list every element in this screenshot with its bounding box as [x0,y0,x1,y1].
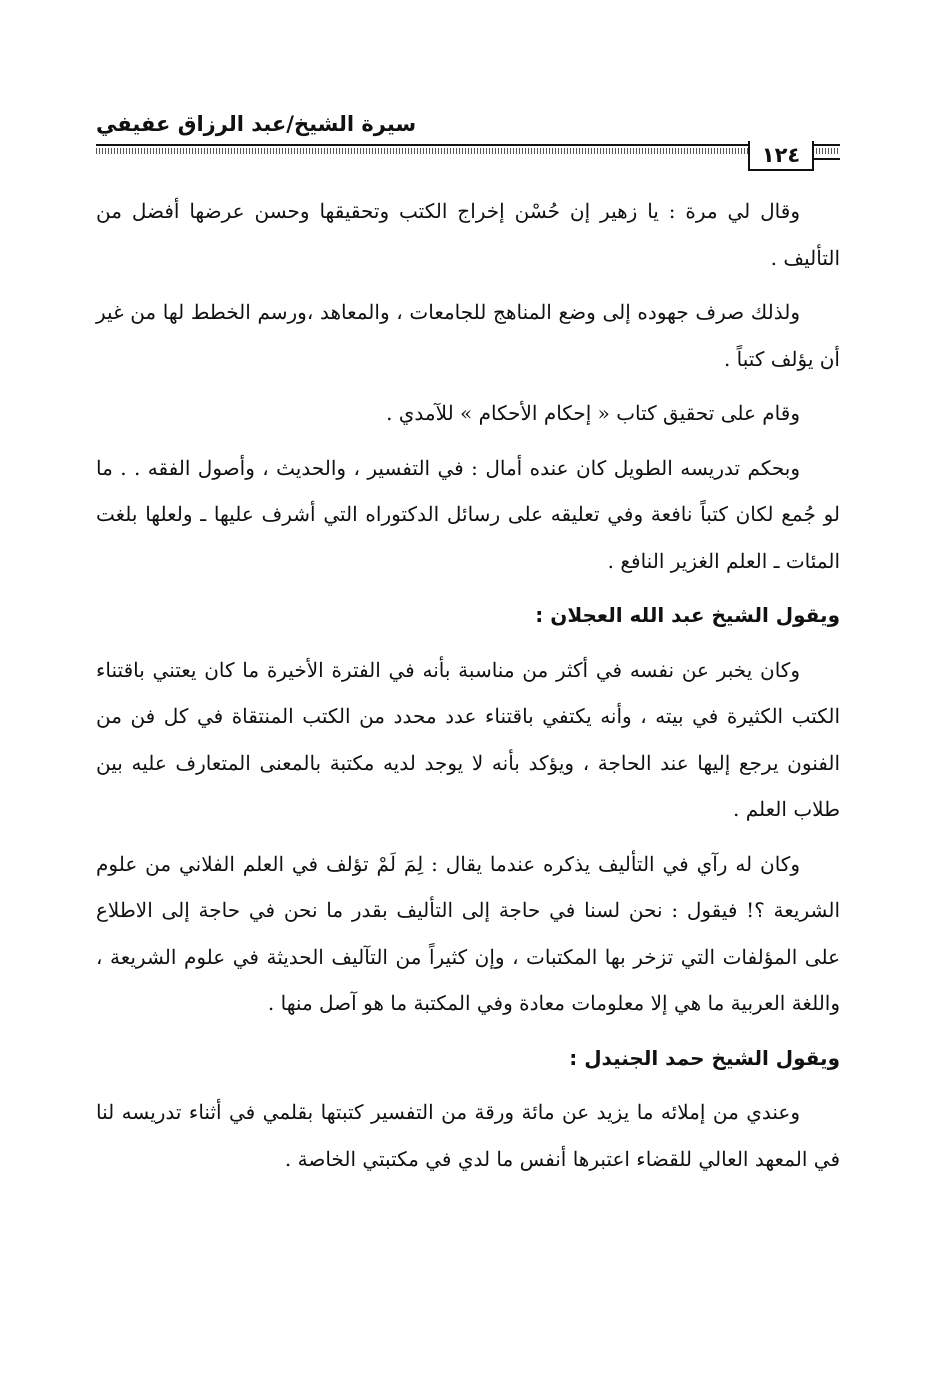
page-number: ١٢٤ [748,141,814,171]
paragraph: ولذلك صرف جهوده إلى وضع المناهج للجامعات ، والمعاهد ،ورسم الخطط لها من غير أن يؤلف كتباً . [96,300,840,371]
paragraph: وبحكم تدريسه الطويل كان عنده أمال : في التفسير ، والحديث ، وأصول الفقه . . ما لو جُمع لكان كتباً نافعة وفي تعليقه على رسائل الدكتوراه التي أشرف عليها ـ ولعلها بلغت المئات ـ العلم الغزير النافع . [96,455,840,573]
header-rule-tick [814,158,840,160]
paragraph: وكان له رآي في التأليف يذكره عندما يقال : لِمَ لَمْ تؤلف في العلم الفلاني من علوم الشريعة ؟! فيقول : نحن لسنا في حاجة إلى التأليف بقدر ما نحن في حاجة إلى الاطلاع على المؤلفات التي تزخر بها المكتبات ، وإن كثيراً من التآليف الحديثة في علوم الشريعة ، واللغة العربية ما هي إلا معلومات معادة وفي المكتبة ما هو آصل منها . [96,851,840,1015]
running-title: سيرة الشيخ/عبد الرزاق عفيفي [96,112,417,136]
header-rule-stripe [96,148,840,154]
section-heading: ويقول الشيخ عبد الله العجلان : [535,603,840,627]
paragraph: وقام على تحقيق كتاب « إحكام الأحكام » للآمدي . [386,401,800,425]
paragraph: وقال لي مرة : يا زهير إن حُسْن إخراج الكتب وتحقيقها وحسن عرضها أفضل من التأليف . [96,199,840,270]
paragraph: وكان يخبر عن نفسه في أكثر من مناسبة بأنه في الفترة الأخيرة ما كان يعتني باقتناء الكتب الكثيرة في بيته ، وأنه يكتفي باقتناء عدد محدد من الكتب المنتقاة في كل فن من الفنون يرجع إليها عند الحاجة ، ويؤكد بأنه لا يوجد لديه مكتبة بالمعنى المتعارف عليه بين طلاب العلم . [96,657,840,821]
header-rule [96,144,840,146]
paragraph: وعندي من إملائه ما يزيد عن مائة ورقة من التفسير كتبتها بقلمي في أثناء تدريسه لنا في المعهد العالي للقضاء اعتبرها أنفس ما لدي في مكتبتي الخاصة . [96,1100,840,1171]
page-header [96,106,840,186]
section-heading: ويقول الشيخ حمد الجنيدل : [569,1045,840,1070]
page-body [96,188,840,1190]
